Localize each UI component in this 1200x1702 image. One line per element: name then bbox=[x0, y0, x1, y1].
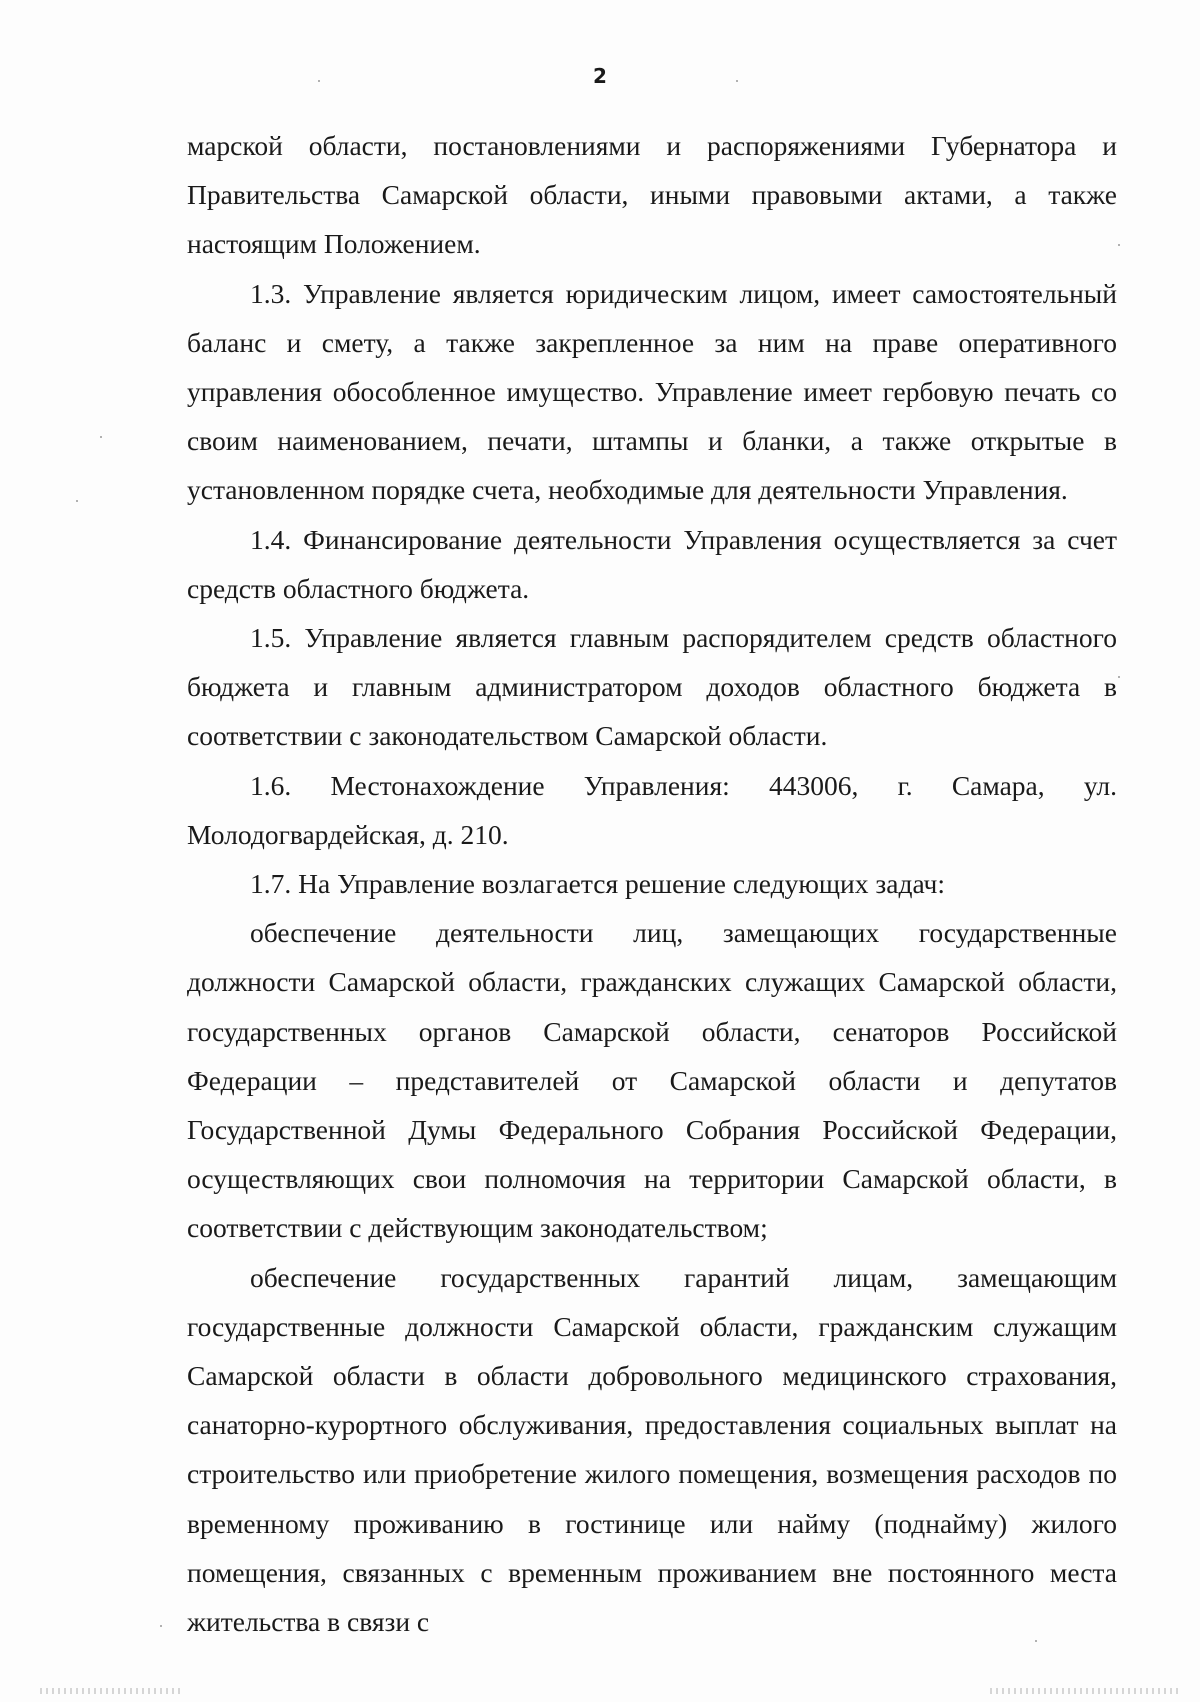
scan-edge-noise bbox=[40, 1688, 180, 1694]
scan-speck bbox=[318, 80, 320, 82]
scan-speck bbox=[76, 500, 78, 502]
paragraph-1-4: 1.4. Финансирование деятельности Управления осуществляется за счет средств областного бюджета. bbox=[187, 523, 1117, 604]
paragraph-1-3: 1.3. Управление является юридическим лицом, имеет самостоятельный баланс и смету, а также закрепленное за ним на праве оперативного управления обособленное имущество. Управление имеет гербовую печать со своим наименованием, печати, штампы и бланки, а также открытые в установленном порядке счета, необходимые для деятельности Управления. bbox=[187, 277, 1117, 506]
scan-speck bbox=[1118, 676, 1120, 678]
scan-edge-noise bbox=[990, 1688, 1180, 1694]
paragraph-1-7: 1.7. На Управление возлагается решение следующих задач: bbox=[250, 868, 946, 900]
scan-speck bbox=[160, 1625, 162, 1627]
paragraph-1-6: 1.6. Местонахождение Управления: 443006, г. Самара, ул. Молодогвардейская, д. 210. bbox=[187, 769, 1117, 850]
scan-speck bbox=[736, 80, 738, 82]
scan-speck bbox=[100, 436, 102, 438]
document-body bbox=[187, 121, 1117, 1646]
paragraph-continuation: марской области, постановлениями и распоряжениями Губернатора и Правительства Самарской области, иными правовыми актами, а также настоящим Положением. bbox=[187, 130, 1117, 260]
task-item-activity-support: обеспечение деятельности лиц, замещающих государственные должности Самарской области, гражданских служащих Самарской области, государственных органов Самарской области, сенаторов Российской Федерации – представителей от Самарской области и депутатов Государственной Думы Федерального Собрания Российской Федерации, осуществляющих свои полномочия на территории Самарской области, в соответствии с действующим законодательством; bbox=[187, 917, 1117, 1244]
paragraph-1-5: 1.5. Управление является главным распорядителем средств областного бюджета и главным администратором доходов областного бюджета в соответствии с законодательством Самарской области. bbox=[187, 622, 1117, 752]
page-number: 2 bbox=[593, 64, 607, 88]
task-item-state-guarantees: обеспечение государственных гарантий лицам, замещающим государственные должности Самарской области, гражданским служащим Самарской области в области добровольного медицинского страхования, санаторно-курортного обслуживания, предоставления социальных выплат на строительство или приобретение жилого помещения, возмещения расходов по временному проживанию в гостинице или найму (поднайму) жилого помещения, связанных с временным проживанием вне постоянного места жительства в связи с bbox=[187, 1261, 1117, 1638]
scan-speck bbox=[1118, 244, 1120, 246]
scan-speck bbox=[1035, 1640, 1037, 1642]
